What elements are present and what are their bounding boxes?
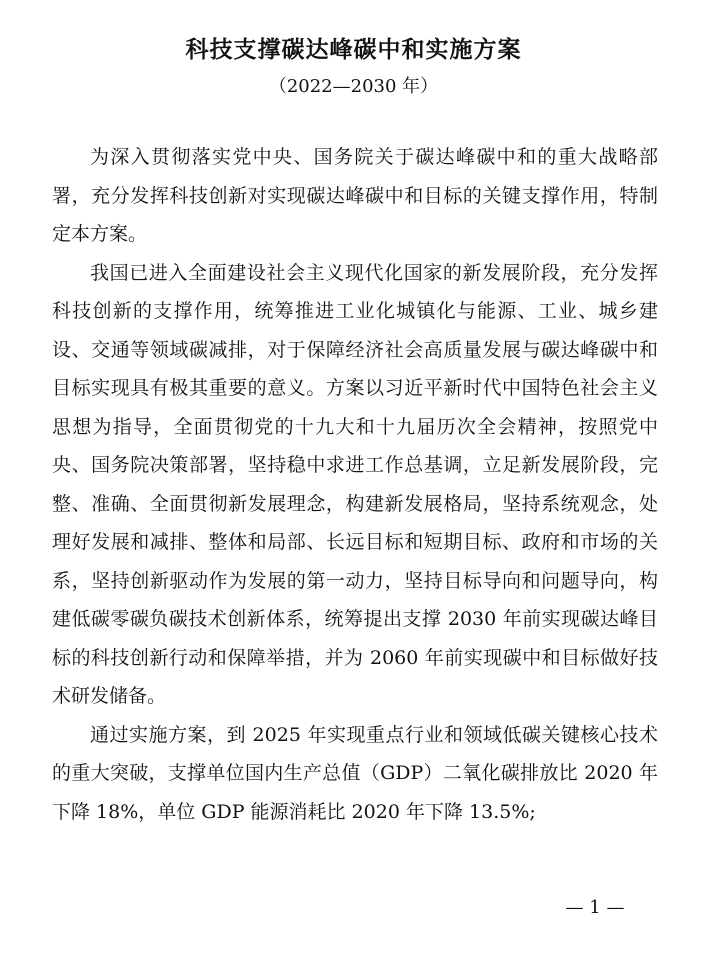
document-body	[52, 138, 658, 831]
document-subtitle: （2022—2030 年）	[268, 76, 439, 97]
document-title: 科技支撑碳达峰碳中和实施方案	[185, 37, 522, 63]
paragraph-targets: 通过实施方案，到 2025 年实现重点行业和领域低碳关键核心技术的重大突破，支撑单位国内生产总值（GDP）二氧化碳排放比 2020 年下降 18%，单位 GDP 能源消耗比 2020 年下降 13.5%;	[52, 723, 658, 823]
paragraph-intro: 为深入贯彻落实党中央、国务院关于碳达峰碳中和的重大战略部署，充分发挥科技创新对实现碳达峰碳中和目标的关键支撑作用，特制定本方案。	[52, 146, 658, 245]
paragraph-guiding-principles: 我国已进入全面建设社会主义现代化国家的新发展阶段，充分发挥科技创新的支撑作用，统筹推进工业化城镇化与能源、工业、城乡建设、交通等领域碳减排，对于保障经济社会高质量发展与碳达峰碳中和目标实现具有极其重要的意义。方案以习近平新时代中国特色社会主义思想为指导，全面贯彻党的十九大和十九届历次全会精神，按照党中央、国务院决策部署，坚持稳中求进工作总基调，立足新发展阶段，完整、准确、全面贯彻新发展理念，构建新发展格局，坚持系统观念，处理好发展和减排、整体和局部、长远目标和短期目标、政府和市场的关系，坚持创新驱动作为发展的第一动力，坚持目标导向和问题导向，构建低碳零碳负碳技术创新体系，统筹提出支撑 2030 年前实现碳达峰目标的科技创新行动和保障举措，并为 2060 年前实现碳中和目标做好技术研发储备。	[52, 261, 658, 707]
page-number: — 1 —	[565, 897, 625, 918]
